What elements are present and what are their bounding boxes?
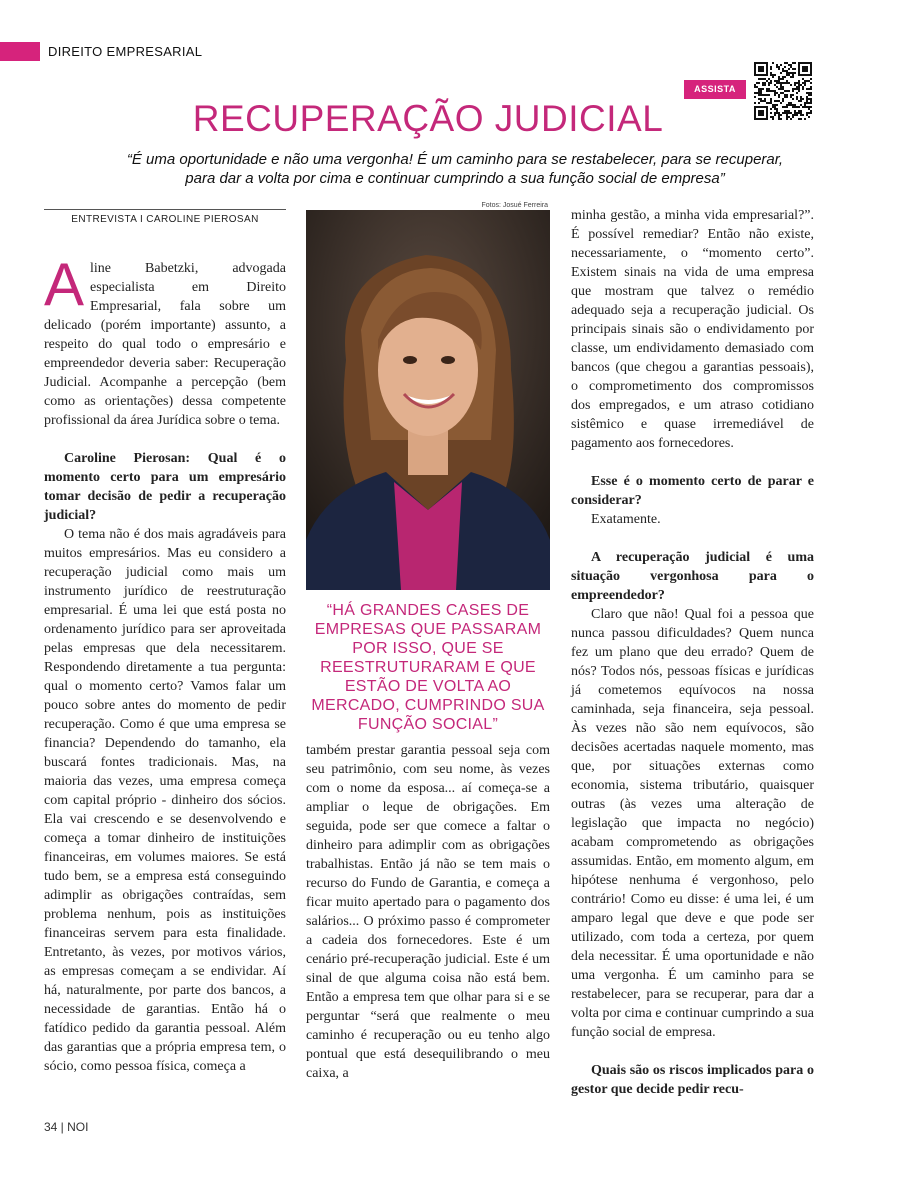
intro-text: line Babetzki, advogada especialista em Direito Empresarial, fala sobre um delicado (porém importante) assunto, a respeito do qual todo o empresário e empreendedor deveria saber: Recuperação Judicial. Acompanhe a percepção (bem como as orientações) dessa competente profissional da área Jurídica sobre o tema. — [44, 261, 286, 428]
portrait-photo — [306, 210, 550, 590]
question-2: Esse é o momento certo de parar e considerar? — [571, 474, 814, 508]
interview-label: ENTREVISTA I CAROLINE PIEROSAN — [71, 214, 259, 225]
photo-credit: Fotos: Josué Ferreira — [481, 202, 548, 209]
section-tag-bar — [0, 42, 40, 61]
subtitle — [60, 150, 850, 188]
answer-1-part-3: minha gestão, a minha vida empresarial?”. É possível remediar? Então não existe, necessariamente, o “momento certo”. Existem sinais na vida de uma empresa que mostram que talvez o remédio adequado seja a recuperação judicial. Os principais sinais são o endividamento por classe, um endividamento demasiado com bancos (que chegou a garantias pessoais), o comprometimento dos compromissos dos empregados, e um atraso cotidiano sistêmico e quase irremediável de pagamento aos fornecedores. — [571, 208, 814, 451]
drop-cap: A — [44, 251, 85, 318]
article-column-1 — [44, 251, 286, 1076]
page-footer: 34 | NOI — [44, 1120, 89, 1134]
question-1: Caroline Pierosan: Qual é o momento certo para um empresário tomar decisão de pedir a recuperação judicial? — [44, 451, 286, 523]
answer-3: Claro que não! Qual foi a pessoa que nunca passou dificuldades? Quem nunca fez um plano que deu errado? Quem de nós? Todos nós, pessoas físicas e jurídicas já cometemos equívocos na nossa caminhada, seja financeira, seja pessoal. Às vezes não são nem equívocos, são decisões acertadas naquele momento, mas que, por situações externas como economia, sistema tributário, quaisquer outras (às vezes uma alteração de legislação que impacta no negócio) acabam comprometendo as obrigações assumidas. Então, em momento algum, em hipótese nenhuma é vergonhoso, pelo contrário! Como eu disse: é uma lei, é um amparo legal que deve e que pode ser utilizado, com toda a certeza, por quem dela necessitar. É uma oportunidade e não uma vergonha. É um caminho para se restabelecer, para se recuperar, para dar a volta por cima e continuar cumprindo a sua função social de empresa. — [571, 607, 814, 1040]
subtitle-line-2: para dar a volta por cima e continuar cumprindo a sua função social de empresa” — [185, 170, 725, 187]
section-tag: DIREITO EMPRESARIAL — [48, 44, 203, 59]
answer-1-part-1: O tema não é dos mais agradáveis para muitos empresários. Mas eu considero a recuperação judicial como mais um instrumento jurídico de reestruturação empresarial. É uma lei que está posta no ordenamento jurídico para ser aproveitada pelas empresas que dela necessitarem. Respondendo diretamente a tua pergunta: qual o momento certo? Vamos falar um pouco sobre antes do momento de pedir recuperação. Como é que uma empresa se financia? Dependendo do tamanho, ela buscará fontes tradicionais. Mas, na maioria das vezes, uma empresa começa com capital próprio - dinheiro dos sócios. Ela vai crescendo e se desenvolvendo e começa a tomar dinheiro de instituições financeiras, em volumes maiores. Se está tudo bem, se a empresa está conseguindo adimplir as obrigações contraídas, sem problema nenhum, pois as instituições financeiras servem para esta finalidade. Entretanto, às vezes, por motivos vários, as empresas começam a se endividar. Aí há, naturalmente, por parte dos bancos, a necessidade de garantias. Então há o fatídico pedido da garantia pessoal. Além das garantias que a própria empresa tem, o sócio, como pessoa física, começa a — [44, 527, 286, 1074]
question-3: A recuperação judicial é uma situação vergonhosa para o empreendedor? — [571, 550, 814, 603]
page-title: RECUPERAÇÃO JUDICIAL — [192, 98, 664, 139]
answer-1-part-2: também prestar garantia pessoal seja com seu patrimônio, com seu nome, às vezes com o nome da esposa... aí começa-se a ampliar o leque de obrigações. Em seguida, pode ser que comece a faltar o dinheiro para adimplir com as obrigações trabalhistas. Então já não se tem mais o recurso do Fundo de Garantia, e começa a ficar muito apertado para o pagamento dos salários... O próximo passo é comprometer a cadeia dos fornecedores. Este é um cenário pré-recuperação judicial. Este é um sinal de que alguma coisa não está bem. Então a empresa tem que olhar para si e se perguntar “será que realmente o meu caminho é recuperação ou eu tenho algo pontual que está desequilibrando o meu caixa, a — [306, 743, 550, 1081]
interview-divider — [44, 209, 286, 210]
pull-quote: “HÁ GRANDES CASES DE EMPRESAS QUE PASSARAM POR ISSO, QUE SE REESTRUTURARAM E QUE ESTÃO DE VOLTA AO MERCADO, CUMPRINDO SUA FUNÇÃO SOCIAL” — [311, 602, 545, 733]
question-4: Quais são os riscos implicados para o gestor que decide pedir recu- — [571, 1063, 814, 1097]
subtitle-line-1: “É uma oportunidade e não uma vergonha! É um caminho para se restabelecer, para se recuperar, — [126, 151, 784, 168]
article-column-3 — [571, 206, 814, 1099]
intro-paragraph — [44, 251, 286, 430]
article-column-2 — [306, 741, 550, 1083]
answer-2: Exatamente. — [591, 512, 661, 527]
watch-badge: ASSISTA — [684, 80, 746, 99]
